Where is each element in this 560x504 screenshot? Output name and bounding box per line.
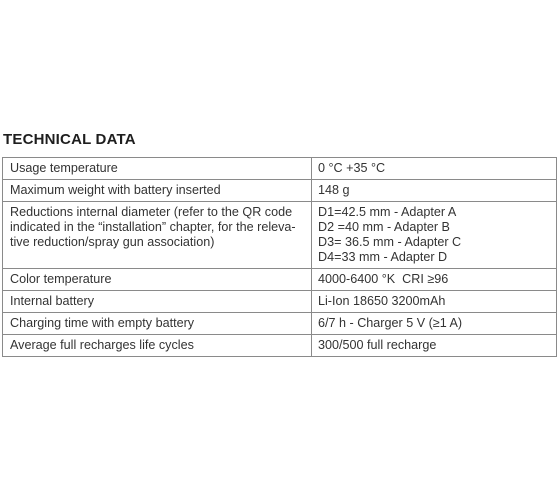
label-line: Reductions internal diameter (refer to the QR code bbox=[10, 205, 293, 219]
row-label-color-temperature: Color temperature bbox=[3, 269, 312, 291]
adapter-a-value: D1=42.5 mm - Adapter A bbox=[318, 205, 457, 219]
technical-data-table bbox=[2, 157, 557, 357]
row-label-usage-temperature: Usage temperature bbox=[3, 158, 312, 180]
row-value-charging-time: 6/7 h - Charger 5 V (≥1 A) bbox=[312, 313, 557, 335]
label-line: indicated in the “installation” chapter, for the releva- bbox=[10, 220, 296, 234]
row-label-charging-time: Charging time with empty battery bbox=[3, 313, 312, 335]
row-value-usage-temperature: 0 °C +35 °C bbox=[312, 158, 557, 180]
row-value-color-temperature: 4000-6400 °K CRI ≥96 bbox=[312, 269, 557, 291]
row-label-reductions-diameter bbox=[3, 202, 312, 269]
row-value-maximum-weight: 148 g bbox=[312, 180, 557, 202]
section-title: TECHNICAL DATA bbox=[3, 131, 136, 148]
table-row bbox=[3, 269, 557, 291]
table-row bbox=[3, 202, 557, 269]
table-row bbox=[3, 180, 557, 202]
row-value-internal-battery: Li-Ion 18650 3200mAh bbox=[312, 291, 557, 313]
table-row bbox=[3, 291, 557, 313]
adapter-d-value: D4=33 mm - Adapter D bbox=[318, 250, 448, 264]
table-row bbox=[3, 313, 557, 335]
row-value-recharge-cycles: 300/500 full recharge bbox=[312, 335, 557, 357]
adapter-b-value: D2 =40 mm - Adapter B bbox=[318, 220, 450, 234]
adapter-c-value: D3= 36.5 mm - Adapter C bbox=[318, 235, 462, 249]
table-row bbox=[3, 335, 557, 357]
row-label-recharge-cycles: Average full recharges life cycles bbox=[3, 335, 312, 357]
label-line: tive reduction/spray gun association) bbox=[10, 235, 215, 249]
row-value-reductions-diameter bbox=[312, 202, 557, 269]
row-label-internal-battery: Internal battery bbox=[3, 291, 312, 313]
row-label-maximum-weight: Maximum weight with battery inserted bbox=[3, 180, 312, 202]
table-row bbox=[3, 158, 557, 180]
